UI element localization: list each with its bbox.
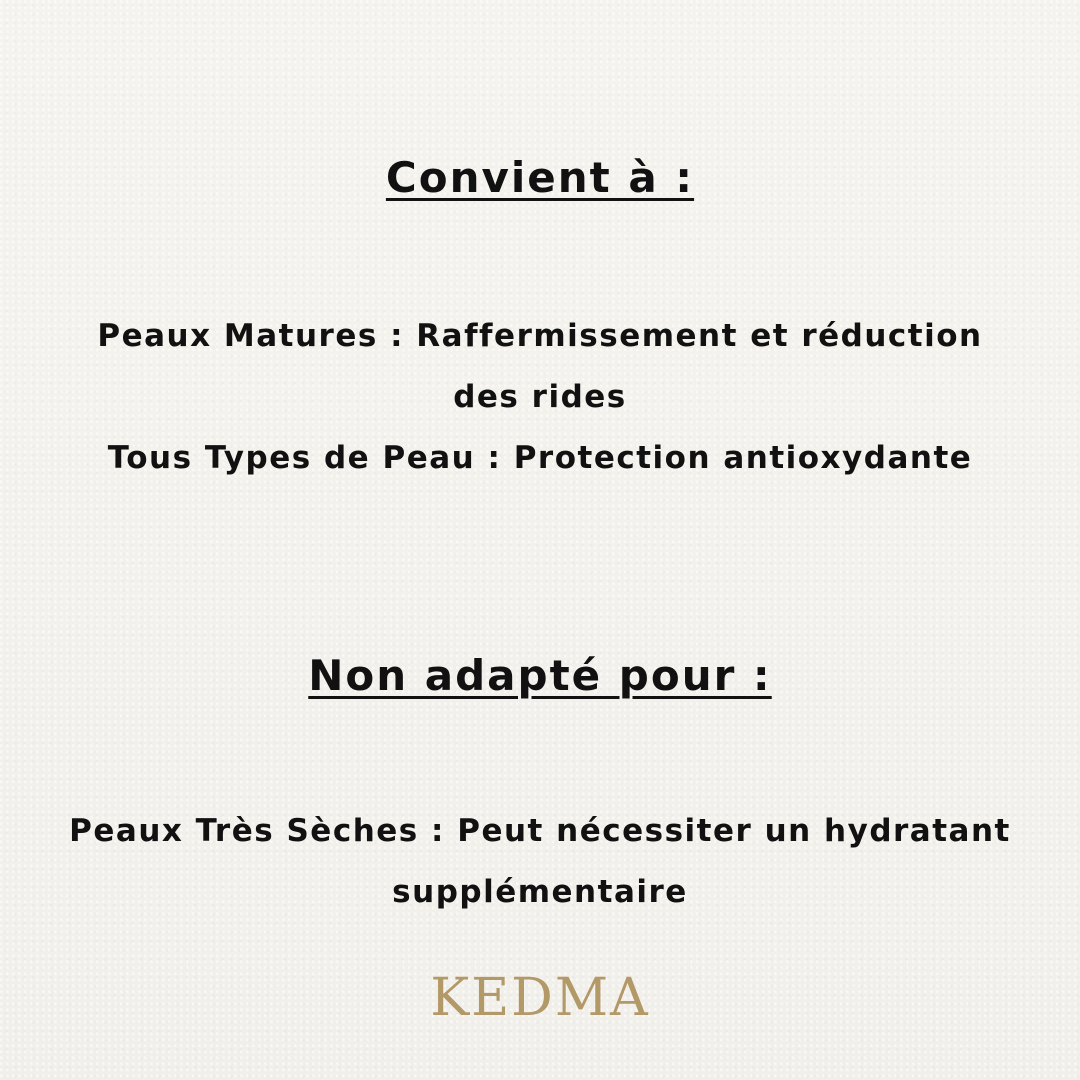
- not-suitable-line-2: supplémentaire: [392, 874, 688, 910]
- not-suitable-heading: [0, 651, 1080, 700]
- suitable-heading: [0, 153, 1080, 202]
- not-suitable-title: Non adapté pour :: [308, 651, 772, 700]
- suitable-line-1: Peaux Matures : Raffermissement et réduction: [97, 318, 983, 354]
- suitable-title: Convient à :: [385, 153, 695, 202]
- brand-logo: KEDMA: [430, 968, 650, 1028]
- suitable-line-3: Tous Types de Peau : Protection antioxydante: [107, 440, 973, 476]
- not-suitable-line-1: Peaux Très Sèches : Peut nécessiter un hydratant: [69, 813, 1011, 849]
- suitable-line-2: des rides: [453, 379, 627, 415]
